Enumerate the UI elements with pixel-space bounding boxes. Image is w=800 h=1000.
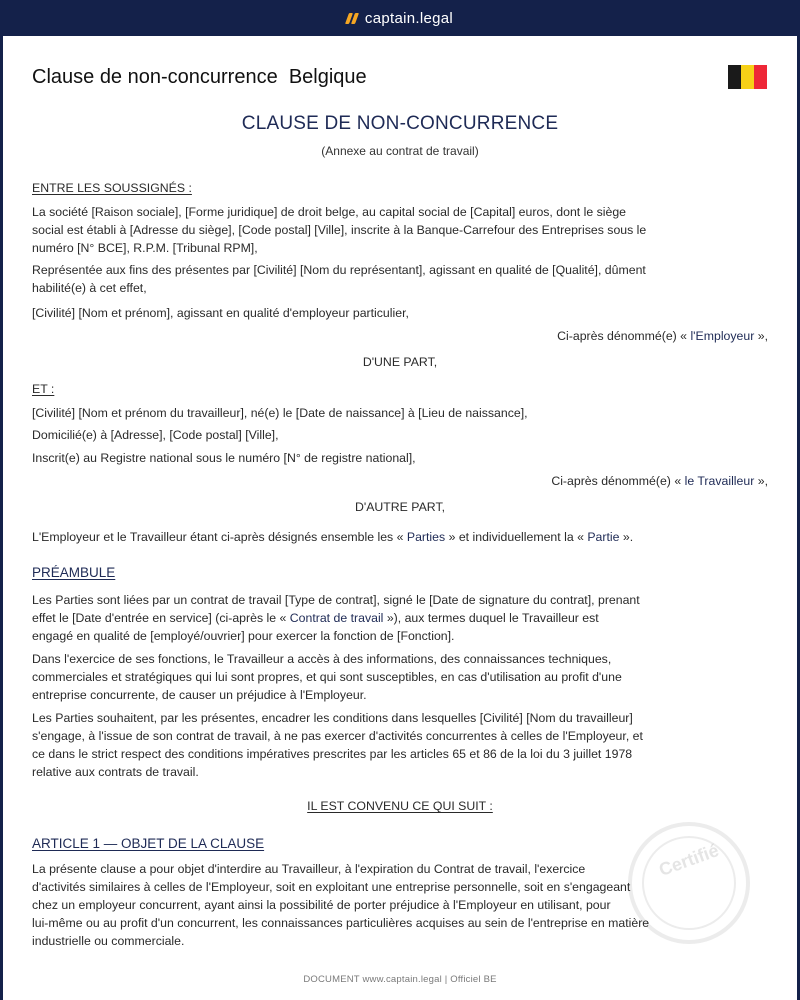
text-line: lui-même ou au profit d'un concurrent, les connaissances particulières acquises au sein de l'entreprise en matière [32, 916, 650, 930]
text-line: d'activités similaires à celles de l'Employeur, soit en exploitant une entreprise personnelle, soit en s'engageant [32, 880, 631, 894]
defined-term: Contrat de travail [289, 611, 384, 625]
one-part-label: D'UNE PART, [362, 355, 438, 369]
other-part-label: D'AUTRE PART, [354, 500, 446, 514]
text-fragment: ». [619, 530, 634, 544]
preamble-paragraph-1 [32, 591, 722, 645]
defined-term: Partie [587, 530, 620, 544]
document-country: Belgique [288, 66, 367, 88]
document-title: CLAUSE DE NON-CONCURRENCE [241, 113, 559, 134]
stamp-text: Certifié [656, 840, 722, 881]
top-bar [0, 0, 800, 36]
text-line: numéro [N° BCE], R.P.M. [Tribunal RPM], [32, 241, 258, 255]
text-fragment: »), aux termes duquel le Travailleur est [383, 611, 599, 625]
text-line: engagé en qualité de [employé/ouvrier] pour exercer la fonction de [Fonction]. [32, 629, 455, 643]
text-line: Dans l'exercice de ses fonctions, le Travailleur a accès à des informations, des connaissances techniques, [32, 652, 612, 666]
text-line: La présente clause a pour objet d'interdire au Travailleur, à l'expiration du Contrat de travail, l'exercice [32, 862, 586, 876]
text-fragment: L'Employeur et le Travailleur étant ci-après désignés ensemble les « [32, 530, 407, 544]
designation-suffix: », [754, 474, 768, 488]
article-1-paragraph [32, 860, 722, 950]
text-line: Représentée aux fins des présentes par [Civilité] [Nom du représentant], agissant en qualité de [Qualité], dûment [32, 263, 646, 277]
text-line: industrielle ou commerciale. [32, 934, 185, 948]
preamble-paragraph-3 [32, 709, 722, 781]
defined-term: l'Employeur [690, 329, 755, 343]
worker-line: [Civilité] [Nom et prénom du travailleur], né(e) le [Date de naissance] à [Lieu de naissance], [32, 406, 528, 420]
text-line: social est établi à [Adresse du siège], [Code postal] [Ville], inscrite à la Banque-Carrefour des Entreprises sous le [32, 223, 647, 237]
text-line: La société [Raison sociale], [Forme juridique] de droit belge, au capital social de [Capital] euros, dont le siège [32, 205, 627, 219]
worker-line: Domicilié(e) à [Adresse], [Code postal] [Ville], [32, 428, 279, 442]
footer-text: DOCUMENT www.captain.legal | Officiel BE [303, 974, 497, 985]
designation-prefix: Ci-après dénommé(e) « [557, 329, 691, 343]
text-line: ce dans le strict respect des conditions impératives prescrites par les articles 65 et 86 de la loi du 3 juillet 1978 [32, 747, 633, 761]
company-paragraph [32, 203, 722, 257]
text-line: relative aux contrats de travail. [32, 765, 199, 779]
brand-name[interactable]: captain.legal [364, 9, 454, 27]
text-fragment: effet le [Date d'entrée en service] (ci-après le « [32, 611, 290, 625]
and-heading: ET : [32, 382, 55, 396]
text-line: habilité(e) à cet effet, [32, 281, 147, 295]
text-line: Les Parties sont liées par un contrat de travail [Type de contrat], signé le [Date de signature du contrat], prenant [32, 593, 640, 607]
text-line: s'engage, à l'issue de son contrat de travail, à ne pas exercer d'activités concurrentes à celles de l'Employeur, et [32, 729, 643, 743]
worker-designation [551, 474, 768, 488]
text-line: chez un employeur concurrent, ayant ainsi la possibilité de porter préjudice à l'Employeur en utilisant, pour [32, 898, 611, 912]
employer-designation [557, 329, 768, 343]
brand-logo-icon [345, 13, 359, 24]
between-heading: ENTRE LES SOUSSIGNÉS : [32, 181, 192, 195]
parties-definition [32, 528, 722, 546]
document-type: Clause de non-concurrence [32, 66, 278, 88]
preamble-paragraph-2 [32, 650, 722, 704]
agreed-heading: IL EST CONVENU CE QUI SUIT : [307, 799, 493, 813]
text-line: entreprise concurrente, de causer un préjudice à l'Employeur. [32, 688, 367, 702]
defined-term: le Travailleur [684, 474, 755, 488]
defined-term: Parties [406, 530, 446, 544]
designation-prefix: Ci-après dénommé(e) « [551, 474, 685, 488]
flag-stripe-yellow [741, 65, 754, 89]
designation-suffix: », [754, 329, 768, 343]
document-subtitle: (Annexe au contrat de travail) [321, 144, 479, 158]
text-fragment: » et individuellement la « [445, 530, 588, 544]
document-header [32, 66, 367, 89]
frame-left [0, 36, 3, 1000]
flag-stripe-black [728, 65, 741, 89]
belgium-flag-icon [728, 65, 767, 89]
text-line: Les Parties souhaitent, par les présentes, encadrer les conditions dans lesquelles [Civilité] [Nom du travailleur] [32, 711, 633, 725]
private-employer-line: [Civilité] [Nom et prénom], agissant en qualité d'employeur particulier, [32, 306, 409, 320]
worker-line: Inscrit(e) au Registre national sous le numéro [N° de registre national], [32, 451, 416, 465]
flag-stripe-red [754, 65, 767, 89]
text-line [32, 609, 722, 627]
text-line: commerciales et stratégiques qui lui sont propres, et qui sont susceptibles, en cas d'utilisation au profit d'une [32, 670, 622, 684]
preamble-heading: PRÉAMBULE [32, 565, 116, 580]
article-1-heading: ARTICLE 1 — OBJET DE LA CLAUSE [32, 836, 265, 851]
represented-paragraph [32, 261, 722, 297]
